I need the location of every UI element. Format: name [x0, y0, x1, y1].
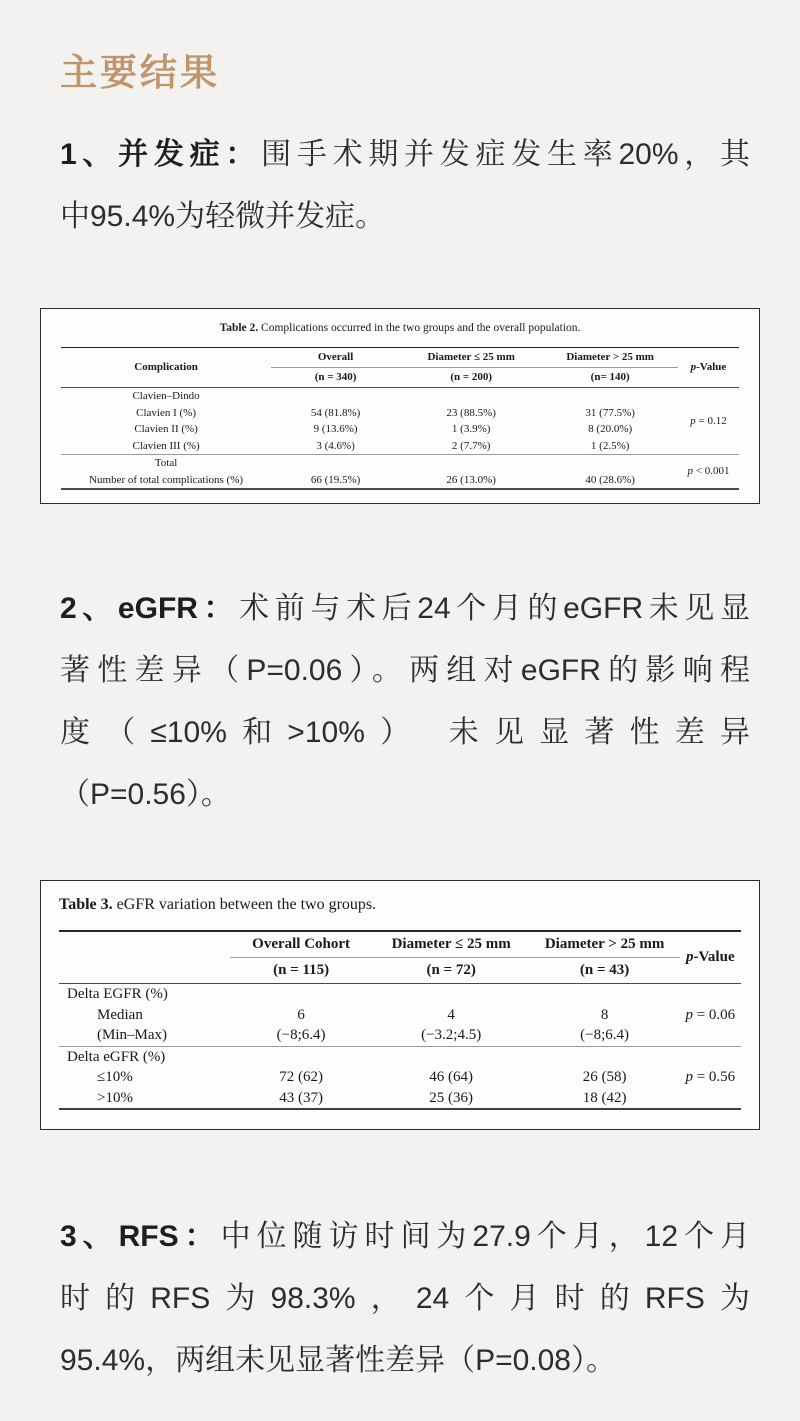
table-group-row [61, 388, 739, 405]
row-label: Clavien III (%) [132, 439, 200, 452]
table3-caption [59, 894, 741, 916]
cell: 4 [447, 1006, 455, 1023]
column-header: Diameter > 25 mm [542, 348, 678, 368]
cell: 26 (13.0%) [400, 472, 542, 490]
cell: 40 (28.6%) [542, 472, 678, 490]
page-title: 主要结果 [60, 53, 220, 94]
pvalue-symbol: p [690, 414, 696, 427]
table-group-row [61, 455, 739, 472]
cell: 9 (13.6%) [313, 423, 358, 435]
cell: 54 (81.8%) [310, 406, 361, 419]
cell: 8 [600, 1006, 609, 1023]
cell: 8 (20.0%) [588, 423, 633, 435]
pvalue-suffix: -Value [693, 949, 735, 965]
text-line [60, 124, 750, 186]
text-line: 度（≤10%和>10%） 未见显著性差异 [60, 716, 750, 749]
pvalue-suffix: -Value [696, 361, 727, 373]
pvalue-cell [680, 984, 741, 1047]
table3-caption-label: Table 3. [59, 896, 113, 913]
cell: 26 (58) [582, 1069, 627, 1085]
table2-figure-box [40, 308, 760, 504]
pvalue-cell [678, 455, 739, 490]
pvalue-cell [678, 388, 739, 455]
text-line: 95.4%，两组未见显著性差异（P=0.08）。 [60, 1344, 616, 1377]
complications-table [61, 347, 739, 490]
empty-cell [230, 984, 373, 1005]
row-label: Clavien I (%) [136, 406, 197, 419]
cell: 3 (4.6%) [316, 439, 355, 452]
group-label: Clavien–Dindo [132, 390, 200, 402]
empty-cell [373, 984, 530, 1005]
cell: 6 [297, 1006, 305, 1023]
cell: 1 (3.9%) [451, 423, 491, 435]
column-header-pvalue [680, 931, 741, 984]
empty-cell [400, 455, 542, 472]
text-line: 中95.4%为轻微并发症。 [60, 200, 386, 233]
table-row [59, 1025, 741, 1046]
text-line: 著性差异（P=0.06）。两组对eGFR的影响程 [60, 654, 750, 687]
text-line: （P=0.56）。 [60, 778, 231, 811]
table3-figure-box [40, 880, 760, 1130]
pvalue-symbol: p [687, 465, 693, 478]
table-row [59, 1005, 741, 1026]
empty-cell [542, 455, 678, 472]
pvalue-text: < 0.001 [692, 465, 730, 478]
pvalue-symbol: p [685, 1069, 693, 1085]
egfr-table [59, 930, 741, 1110]
empty-cell [400, 388, 542, 405]
cell: 1 (2.5%) [590, 439, 630, 452]
text-line [60, 1206, 750, 1268]
text-line: 时的RFS为98.3%，24个月时的RFS为 [60, 1282, 750, 1315]
table-group-row [59, 1046, 741, 1067]
empty-cell [271, 388, 400, 405]
cell: 18 (42) [530, 1088, 680, 1110]
paragraph-lead: 3、RFS： [60, 1220, 221, 1253]
cell: 66 (19.5%) [271, 472, 400, 490]
column-header: Overall Cohort [230, 931, 373, 958]
cell: (−3.2;4.5) [421, 1027, 482, 1043]
column-header: Diameter > 25 mm [530, 931, 680, 958]
column-header: Complication [61, 348, 271, 388]
empty-cell [530, 984, 680, 1005]
column-header-empty [59, 931, 230, 984]
text-run: 围手术期并发症发生率20%，其 [261, 138, 750, 171]
pvalue-text: = 0.12 [695, 414, 727, 427]
pvalue-cell [680, 1046, 741, 1109]
cell: 43 (37) [230, 1088, 373, 1110]
table-row [61, 421, 739, 438]
column-header: Diameter ≤ 25 mm [373, 931, 530, 958]
table-header-row [59, 931, 741, 958]
group-label: Delta EGFR (%) [67, 986, 168, 1002]
column-header: Overall [271, 348, 400, 368]
group-label: Total [61, 455, 271, 472]
table-row [61, 405, 739, 422]
cell: (−8;6.4) [580, 1027, 630, 1043]
table-row [61, 438, 739, 455]
table-row [59, 1067, 741, 1088]
column-subheader: (n = 340) [271, 368, 400, 388]
cell: 25 (36) [373, 1088, 530, 1110]
table-row [59, 1088, 741, 1110]
row-label: >10% [59, 1088, 230, 1110]
cell: 23 (88.5%) [446, 406, 496, 419]
paragraph-lead: 1、并发症： [60, 138, 262, 171]
cell: 31 (77.5%) [585, 406, 635, 419]
empty-cell [230, 1046, 373, 1067]
column-subheader: (n = 115) [230, 958, 373, 984]
paragraph-lead: 2、eGFR： [60, 592, 240, 625]
empty-cell [530, 1046, 680, 1067]
table-group-row [59, 984, 741, 1005]
row-label: Number of total complications (%) [61, 472, 271, 490]
cell: (−8;6.4) [276, 1027, 326, 1043]
pvalue-symbol: p [690, 361, 697, 373]
table2-caption [61, 319, 739, 337]
pvalue-text: = 0.56 [692, 1069, 736, 1085]
group-label: Delta eGFR (%) [59, 1046, 230, 1067]
column-subheader: (n = 43) [530, 958, 680, 984]
row-label: ≤10% [97, 1069, 133, 1085]
empty-cell [373, 1046, 530, 1067]
paragraph-egfr [60, 578, 750, 826]
pvalue-symbol: p [685, 949, 694, 965]
pvalue-symbol: p [685, 1006, 693, 1023]
column-subheader: (n= 140) [542, 368, 678, 388]
table3-caption-text: eGFR variation between the two groups. [112, 896, 377, 913]
table-header-row [61, 348, 739, 368]
cell: 72 (62) [279, 1069, 323, 1085]
column-header: Diameter ≤ 25 mm [400, 348, 542, 368]
column-header-pvalue [678, 348, 739, 388]
column-subheader: (n = 200) [400, 368, 542, 388]
cell: 46 (64) [429, 1069, 474, 1085]
pvalue-text: = 0.06 [692, 1006, 736, 1023]
paragraph-complications [60, 124, 750, 248]
table2-caption-label: Table 2. [219, 322, 259, 334]
table2-caption-text: Complications occurred in the two groups and the overall population. [258, 322, 581, 334]
row-label: (Min–Max) [97, 1027, 167, 1043]
table-row [61, 472, 739, 490]
paragraph-rfs [60, 1206, 750, 1392]
row-label: Median [97, 1006, 143, 1023]
text-run: 术前与术后24个月的eGFR未见显 [239, 592, 750, 625]
cell: 2 (7.7%) [451, 439, 491, 452]
empty-cell [542, 388, 678, 405]
empty-cell [271, 455, 400, 472]
text-line [60, 578, 750, 640]
row-label: Clavien II (%) [134, 423, 198, 435]
column-subheader: (n = 72) [373, 958, 530, 984]
text-run: 中位随访时间为27.9个月，12个月 [220, 1220, 750, 1253]
